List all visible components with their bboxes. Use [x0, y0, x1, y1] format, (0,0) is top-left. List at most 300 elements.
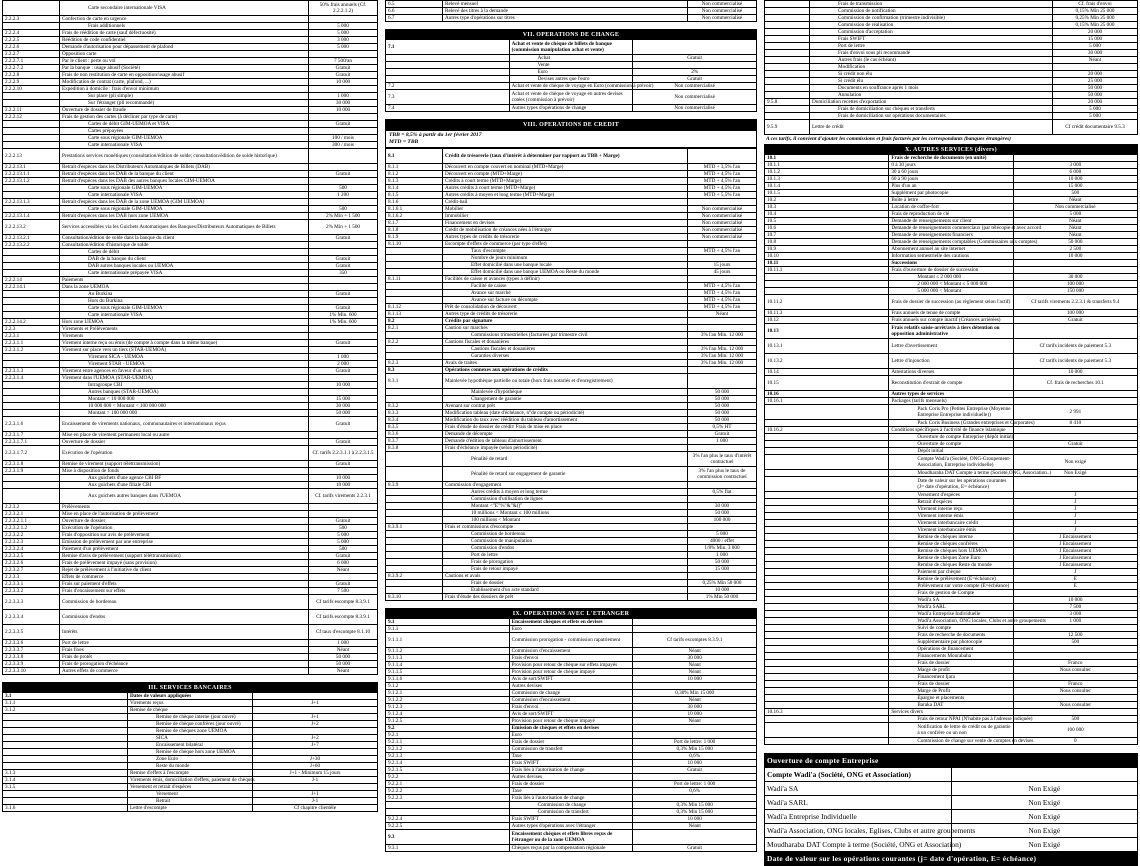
- tariff-row: [386, 241, 757, 248]
- row-value: Cf tarifs incidents de paiement 5.3: [1013, 354, 1137, 369]
- tariff-row: [386, 753, 757, 760]
- tariff-row: [765, 688, 1138, 695]
- tariff-row: [3, 326, 378, 333]
- row-value: Néant: [1013, 225, 1137, 232]
- row-value: [688, 496, 757, 503]
- row-value: 10 000: [1013, 597, 1137, 604]
- row-label: Versement d'espèces: [889, 492, 1013, 499]
- row-value: Cf chapitre clientèle: [253, 805, 378, 812]
- row-label: Dates de valeurs appliquées: [128, 693, 253, 700]
- row-label: Carte secondaire internationale VISA: [60, 1, 309, 16]
- tariff-row: [3, 284, 378, 291]
- tariff-row: [3, 410, 378, 417]
- row-value: 1 000: [309, 640, 378, 647]
- row-value: [633, 62, 757, 69]
- tariff-row: [3, 213, 378, 220]
- tariff-row: [3, 23, 378, 30]
- row-value: 7 500/an: [309, 58, 378, 65]
- tariff-row: [765, 548, 1138, 555]
- row-label: Wadi'a SARL: [889, 604, 1013, 611]
- tariff-row: [3, 333, 378, 340]
- row-value: J-1: [253, 777, 378, 784]
- tariff-table-services: [2, 682, 378, 812]
- row-label: Pénalité de retard sur engagement de garantie: [443, 467, 688, 482]
- row-code: 10.7: [765, 232, 889, 239]
- tariff-row: [386, 55, 757, 62]
- row-code: 2.2.2.14.1: [3, 284, 60, 291]
- row-code: 8.1.3: [386, 178, 443, 185]
- row-value: [253, 728, 378, 735]
- tariff-row: [3, 475, 378, 482]
- row-value: Gratuit: [309, 305, 378, 312]
- row-code: [765, 688, 889, 695]
- tariff-row: [765, 646, 1138, 653]
- row-value: 50 000: [688, 389, 757, 396]
- row-value: [309, 432, 378, 439]
- tariff-row: [765, 113, 1138, 120]
- tariff-row: [765, 674, 1138, 681]
- row-value: [688, 276, 757, 283]
- tariff-row: [386, 517, 757, 524]
- row-label: Expédition à domicile : frais d'envoi minimum: [60, 86, 309, 93]
- tariff-row: [3, 581, 378, 588]
- row-code: [3, 714, 128, 721]
- row-code: [765, 477, 889, 492]
- tariff-row: [765, 618, 1138, 625]
- row-code: 2.2.2.13.2.2: [3, 242, 60, 249]
- row-label: Annulation: [810, 92, 1053, 99]
- row-value: J: [1013, 506, 1137, 513]
- row-value: Gratuit: [633, 767, 757, 774]
- row-value: 0,15% Min 25 000: [1053, 22, 1138, 29]
- row-value: Gratuit: [309, 263, 378, 270]
- row-value: 0,25% Min 50 000: [688, 580, 757, 587]
- tariff-row: [386, 248, 757, 255]
- row-code: 9.2.2.2: [386, 788, 510, 795]
- row-code: 9.3.1: [386, 845, 510, 852]
- row-code: 9.1.2: [386, 683, 510, 690]
- tariff-row: [386, 655, 757, 662]
- tariff-row: [3, 403, 378, 410]
- tariff-row: [386, 788, 757, 795]
- tariff-row: [765, 405, 1138, 420]
- row-value: [688, 524, 757, 531]
- row-code: 2.2.3.2.4: [3, 546, 60, 553]
- row-value: J Encaissement: [1013, 541, 1137, 548]
- tariff-row: [765, 267, 1138, 274]
- box-row-value: Non Exigé: [951, 810, 1138, 824]
- row-value: 10 000: [688, 587, 757, 594]
- row-value: 2% Min + 1 500: [309, 220, 378, 235]
- row-value: Cf tarifs incidents de paiement 5.3: [1013, 339, 1137, 354]
- row-code: 10.4: [765, 211, 889, 218]
- row-code: 9.1.1.2: [386, 648, 510, 655]
- row-code: 2.2.2.13: [3, 149, 60, 164]
- row-label: Supplément par photocopie: [889, 190, 1013, 197]
- row-value: 3 000: [1013, 162, 1137, 169]
- row-label: Frais de gestion des cartes (à décliner par type de carte): [60, 114, 309, 121]
- tariff-row: [765, 8, 1138, 15]
- tariff-row: [3, 511, 378, 518]
- row-label: Commission de confirmation (trimestre indivisible): [810, 15, 1053, 22]
- row-value: 3% l'an Min. 12 000: [688, 360, 757, 367]
- row-value: Gratuit: [309, 461, 378, 468]
- row-code: [765, 520, 889, 527]
- tariff-table-titres: [385, 0, 757, 22]
- row-label: Modification tableau (date d'échéance, n°de compte ou périodicité): [443, 410, 688, 417]
- row-label: Frais additionnels: [60, 23, 309, 30]
- tariff-row: [3, 468, 378, 475]
- tariff-row: [3, 79, 378, 86]
- row-label: Autres banques (STAR-UEMOA): [60, 389, 309, 396]
- tariff-row: [3, 539, 378, 546]
- row-label: Plus d'un an: [889, 183, 1013, 190]
- tariff-row: [765, 513, 1138, 520]
- tariff-row: [386, 746, 757, 753]
- row-label: Remise de chèque interne (jour ouvré): [128, 714, 253, 721]
- tariff-row: [386, 83, 757, 90]
- tariff-row: [386, 199, 757, 206]
- row-label: Frais de dossier: [889, 681, 1013, 688]
- tariff-row: [386, 482, 757, 489]
- box-row-label: Compte Wadi'a (Société, ONG et Association): [765, 768, 952, 782]
- row-value: 350: [309, 270, 378, 277]
- row-label: Services accessibles via les Guichets Automatiques des Banques/Distributeurs Automatiques de Billets: [60, 220, 309, 235]
- row-value: [309, 149, 378, 164]
- tariff-row: [765, 590, 1138, 597]
- row-code: [765, 113, 810, 120]
- row-label: Virement interbancaire émis: [889, 527, 1013, 534]
- row-value: [1013, 709, 1137, 716]
- row-value: 500: [309, 185, 378, 192]
- row-code: 2.2.3: [3, 326, 60, 333]
- tariff-row: [765, 260, 1138, 267]
- tariff-row: [3, 256, 378, 263]
- tariff-row: [3, 65, 378, 72]
- row-code: [386, 809, 510, 816]
- row-code: [765, 78, 810, 85]
- row-code: 9.2.2: [386, 774, 510, 781]
- row-label: Commissions trimestrielles (facturées par trimestre civil: [443, 332, 688, 339]
- row-code: [386, 510, 443, 517]
- row-label: Commission d'encaissement: [509, 648, 633, 655]
- row-code: 2.2.3.2.5: [3, 553, 60, 560]
- row-code: [386, 496, 443, 503]
- tariff-row: [3, 610, 378, 625]
- row-code: 9.2.1.5: [386, 767, 510, 774]
- tariff-row: [3, 354, 378, 361]
- row-label: Information semestrielle des cautions: [889, 253, 1013, 260]
- row-code: 2.2.3.1.6: [3, 417, 60, 432]
- row-value: MTD + 4,5% l'an: [688, 297, 757, 304]
- row-code: 8.3.2: [386, 403, 443, 410]
- row-value: Cf. tarifs virements 2.2.3.1: [309, 489, 378, 504]
- row-value: Non commercialisé: [1013, 204, 1137, 211]
- row-label: Autres effets de commerce: [60, 668, 309, 675]
- row-label: Frais de domiciliation sur chèques et transferts: [810, 106, 1053, 113]
- tariff-row: [3, 525, 378, 532]
- row-value: 50 000: [309, 654, 378, 661]
- row-code: 8.2.3: [386, 360, 443, 367]
- row-code: [765, 405, 889, 420]
- row-code: 2.2.3.3.1: [3, 581, 60, 588]
- row-value: Gratuit: [309, 581, 378, 588]
- row-label: Dans la zone UEMOA: [60, 284, 309, 291]
- tariff-row: [386, 781, 757, 788]
- row-code: [3, 256, 60, 263]
- row-label: Financements Mourabaha: [889, 653, 1013, 660]
- row-label: Remise de chèques Zone Euro: [889, 555, 1013, 562]
- tariff-row: [765, 169, 1138, 176]
- tariff-row: [765, 253, 1138, 260]
- row-label: Avance sur marché: [443, 290, 688, 297]
- tariff-row: [3, 770, 378, 777]
- row-label: Crédits à court terme (MTD+Marge): [443, 178, 688, 185]
- row-label: Packages (tarifs mensuels): [889, 398, 1013, 405]
- row-label: Frais de dossier: [443, 580, 688, 587]
- row-value: J+30: [253, 756, 378, 763]
- row-label: Commission d'endos: [443, 545, 688, 552]
- tariff-row: [765, 434, 1138, 441]
- row-code: [765, 106, 810, 113]
- tariff-row: [3, 192, 378, 199]
- row-label: Lettre d'injonction: [889, 354, 1013, 369]
- tariff-row: [386, 283, 757, 290]
- tariff-row: [3, 149, 378, 164]
- row-code: 8.1.10: [386, 241, 443, 248]
- row-value: 100 000: [1013, 281, 1137, 288]
- row-label: Frais liés à l'autorisation de change: [509, 767, 633, 774]
- box-title: Ouverture de compte Entreprise: [765, 754, 1138, 768]
- row-code: 9.1.2.5: [386, 718, 510, 725]
- row-code: 2.2.2.13.1.2: [3, 178, 60, 185]
- tariff-row: [386, 760, 757, 767]
- row-value: Franco: [1013, 681, 1137, 688]
- row-label: Frais de réédition de carte (sauf défectuosité): [60, 30, 309, 37]
- row-code: [765, 618, 889, 625]
- tariff-row: [3, 693, 378, 700]
- row-label: Demande d'autorisation pour dépassement de plafond: [60, 44, 309, 51]
- row-label: Exécution de l'opération: [60, 525, 309, 532]
- tariff-row: [3, 763, 378, 770]
- row-label: Effet domicilié dans une banque UEMOA ou Reste du monde: [443, 269, 688, 276]
- row-code: [3, 270, 60, 277]
- row-code: 8.1.13: [386, 311, 443, 318]
- row-label: Remise de chèques confrères: [889, 541, 1013, 548]
- tariff-row: [765, 43, 1138, 50]
- row-value: [309, 128, 378, 135]
- row-label: Remise de chèque confrères (jour ouvré): [128, 721, 253, 728]
- tariff-row: [765, 274, 1138, 281]
- row-value: Non commercialisé: [688, 220, 757, 227]
- row-code: 9.2.1.1: [386, 739, 510, 746]
- row-value: 500: [309, 546, 378, 553]
- row-value: MTD + 4,5% l'an: [688, 185, 757, 192]
- row-value: [1013, 448, 1137, 455]
- tariff-row: [765, 723, 1138, 738]
- section-title-autres-services: X. AUTRES SERVICES (divers): [765, 145, 1138, 155]
- tariff-row: [3, 439, 378, 446]
- tariff-row: [765, 639, 1138, 646]
- row-code: 9.1.1.1: [386, 633, 510, 648]
- row-code: 9.2.1: [386, 732, 510, 739]
- row-label: Frais d'encaissement sur effets: [60, 588, 309, 595]
- row-label: Commission de transfert: [509, 809, 633, 816]
- row-label: Lettre de crédit: [810, 120, 1053, 135]
- row-value: 30 000: [633, 704, 757, 711]
- tariff-row: [765, 492, 1138, 499]
- row-label: Frais de retour NPAI (N'habite pas à l'adresse indiquée): [889, 716, 1013, 723]
- row-code: 9.2.1.3: [386, 753, 510, 760]
- row-value: 50 000: [688, 410, 757, 417]
- tariff-row: [386, 417, 757, 424]
- row-label: Remise de chèques interne: [889, 534, 1013, 541]
- tariff-row: [3, 721, 378, 728]
- row-value: J Encaissement: [1013, 548, 1137, 555]
- row-label: Montant < 10 000 000: [60, 396, 309, 403]
- row-code: [765, 499, 889, 506]
- row-value: [309, 389, 378, 396]
- row-value: 50 000: [688, 559, 757, 566]
- row-value: [309, 51, 378, 58]
- row-label: Provision pour retour de chèque sur effets impayés: [509, 662, 633, 669]
- tariff-row: [765, 716, 1138, 723]
- row-value: [1013, 427, 1137, 434]
- row-code: [3, 382, 60, 389]
- row-label: 60 à 90 jours: [889, 176, 1013, 183]
- row-label: Frais fixes: [60, 647, 309, 654]
- row-code: [765, 590, 889, 597]
- row-value: 2 500: [1013, 246, 1137, 253]
- row-value: 50 000: [309, 661, 378, 668]
- row-label: Frais de prorogation: [443, 559, 688, 566]
- row-value: Gratuit: [309, 291, 378, 298]
- row-label: Frais de gestion de Compte: [889, 590, 1013, 597]
- tariff-row: [765, 176, 1138, 183]
- row-label: Lettre d'escompte: [128, 805, 253, 812]
- row-value: 1 000: [1013, 618, 1137, 625]
- row-label: Aux guichets d'une agence CBI BF: [60, 475, 309, 482]
- row-label: Virement dans l'UEMOA (STAR-UEMOA): [60, 375, 309, 382]
- row-value: J: [1013, 569, 1137, 576]
- row-value: J+1: [253, 700, 378, 707]
- row-value: [309, 326, 378, 333]
- row-value: 1 000: [688, 552, 757, 559]
- tariff-row: [765, 455, 1138, 470]
- row-code: [3, 482, 60, 489]
- row-label: Remise d'avis de prélèvement (support téléttransmission): [60, 553, 309, 560]
- tariff-row: [765, 660, 1138, 667]
- row-value: [688, 199, 757, 206]
- row-value: [309, 511, 378, 518]
- tariff-row: [386, 40, 757, 55]
- row-label: Frais de reproduction de clé: [889, 211, 1013, 218]
- row-code: [765, 738, 889, 745]
- tariff-row: [3, 368, 378, 375]
- tariff-row: [765, 232, 1138, 239]
- row-value: 10 000: [633, 760, 757, 767]
- row-code: 2.2.3.2.1.1: [3, 518, 60, 525]
- tariff-row: [386, 587, 757, 594]
- row-value: [633, 725, 757, 732]
- row-code: [3, 23, 60, 30]
- row-value: [688, 573, 757, 580]
- tariff-row: [3, 340, 378, 347]
- row-label: Opérations connexes aux opérations de crédits: [443, 367, 688, 374]
- row-value: [1013, 398, 1137, 405]
- tariff-row: [3, 625, 378, 640]
- row-value: 5 000: [309, 23, 378, 30]
- row-code: [3, 185, 60, 192]
- row-code: [765, 674, 889, 681]
- row-value: 15 000: [309, 396, 378, 403]
- row-value: 5 000: [1013, 211, 1137, 218]
- row-label: 2 000 000 < Montant ≤ 5 000 000: [889, 281, 1013, 288]
- tariff-row: [765, 78, 1138, 85]
- tariff-row: [765, 85, 1138, 92]
- row-label: Réédition de code confidentiel: [60, 37, 309, 44]
- row-label: Mobilier: [443, 206, 688, 213]
- row-label: Versement et retrait d'espèces: [128, 784, 253, 791]
- tariff-row: [765, 354, 1138, 369]
- row-code: [3, 93, 60, 100]
- row-code: 6.7: [386, 15, 443, 22]
- row-code: [765, 527, 889, 534]
- row-label: Effets de commerce: [60, 574, 309, 581]
- tariff-row: [386, 830, 757, 845]
- row-label: Successions: [889, 260, 1013, 267]
- row-code: 3.1.1: [3, 700, 128, 707]
- correspondents-note: A ces tarifs, il convient d'ajouter les commissions et frais facturés par les correspondants (banques étrangères): [766, 136, 1011, 142]
- row-value: J-1: [253, 798, 378, 805]
- row-label: Achat et vente de chèque de billets de banque (commission manipulation achat et vente): [509, 40, 633, 55]
- tariff-row: [3, 100, 378, 107]
- row-code: [765, 541, 889, 548]
- row-label: Découvert en compte couvert en nominal (MTD+Marge): [443, 164, 688, 171]
- tariff-row: [765, 211, 1138, 218]
- tariff-row: [386, 15, 757, 22]
- tariff-row: [3, 114, 378, 121]
- row-label: Au Burkina: [60, 291, 309, 298]
- row-code: [765, 723, 889, 738]
- box-row: [765, 810, 1138, 824]
- row-value: 0,25% Min 25 000: [1053, 15, 1138, 22]
- tariff-row: [386, 318, 757, 325]
- tariff-row: [386, 845, 757, 852]
- row-label: Wadi'a Entreprise Individuelle: [889, 611, 1013, 618]
- row-value: [1013, 695, 1137, 702]
- row-label: Boîte à lettre: [889, 197, 1013, 204]
- row-label: Demande de renseignements financiers: [889, 232, 1013, 239]
- row-code: 8.1.4: [386, 185, 443, 192]
- row-label: Wadi'a Association, ONG locales, Clubs et autre groupements: [889, 618, 1013, 625]
- row-value: 3% l'an Min. 12 000: [688, 346, 757, 353]
- row-code: 2.2.2.9: [3, 79, 60, 86]
- row-label: Autres crédits à court terme (MTD+Marge): [443, 185, 688, 192]
- tariff-row: [386, 795, 757, 802]
- row-value: Gratuit: [309, 72, 378, 79]
- row-label: Moudharaba DAT Compte à terme (Société,ONG, Association..): [889, 470, 1013, 477]
- row-label: Prélèvement sur votre compte (E=échéance): [889, 583, 1013, 590]
- row-code: 9.2.2.1: [386, 781, 510, 788]
- row-value: Nous consulter: [1013, 667, 1137, 674]
- row-label: Encaissement chèques et effets libres reçus de l'étranger ou de la zone UEMOA: [509, 830, 633, 845]
- row-label: Commission de change: [509, 690, 633, 697]
- row-code: 3.1.2: [3, 707, 128, 714]
- row-code: 2.2.2.14: [3, 277, 60, 284]
- tariff-row: [765, 448, 1138, 455]
- row-label: Taxe: [509, 753, 633, 760]
